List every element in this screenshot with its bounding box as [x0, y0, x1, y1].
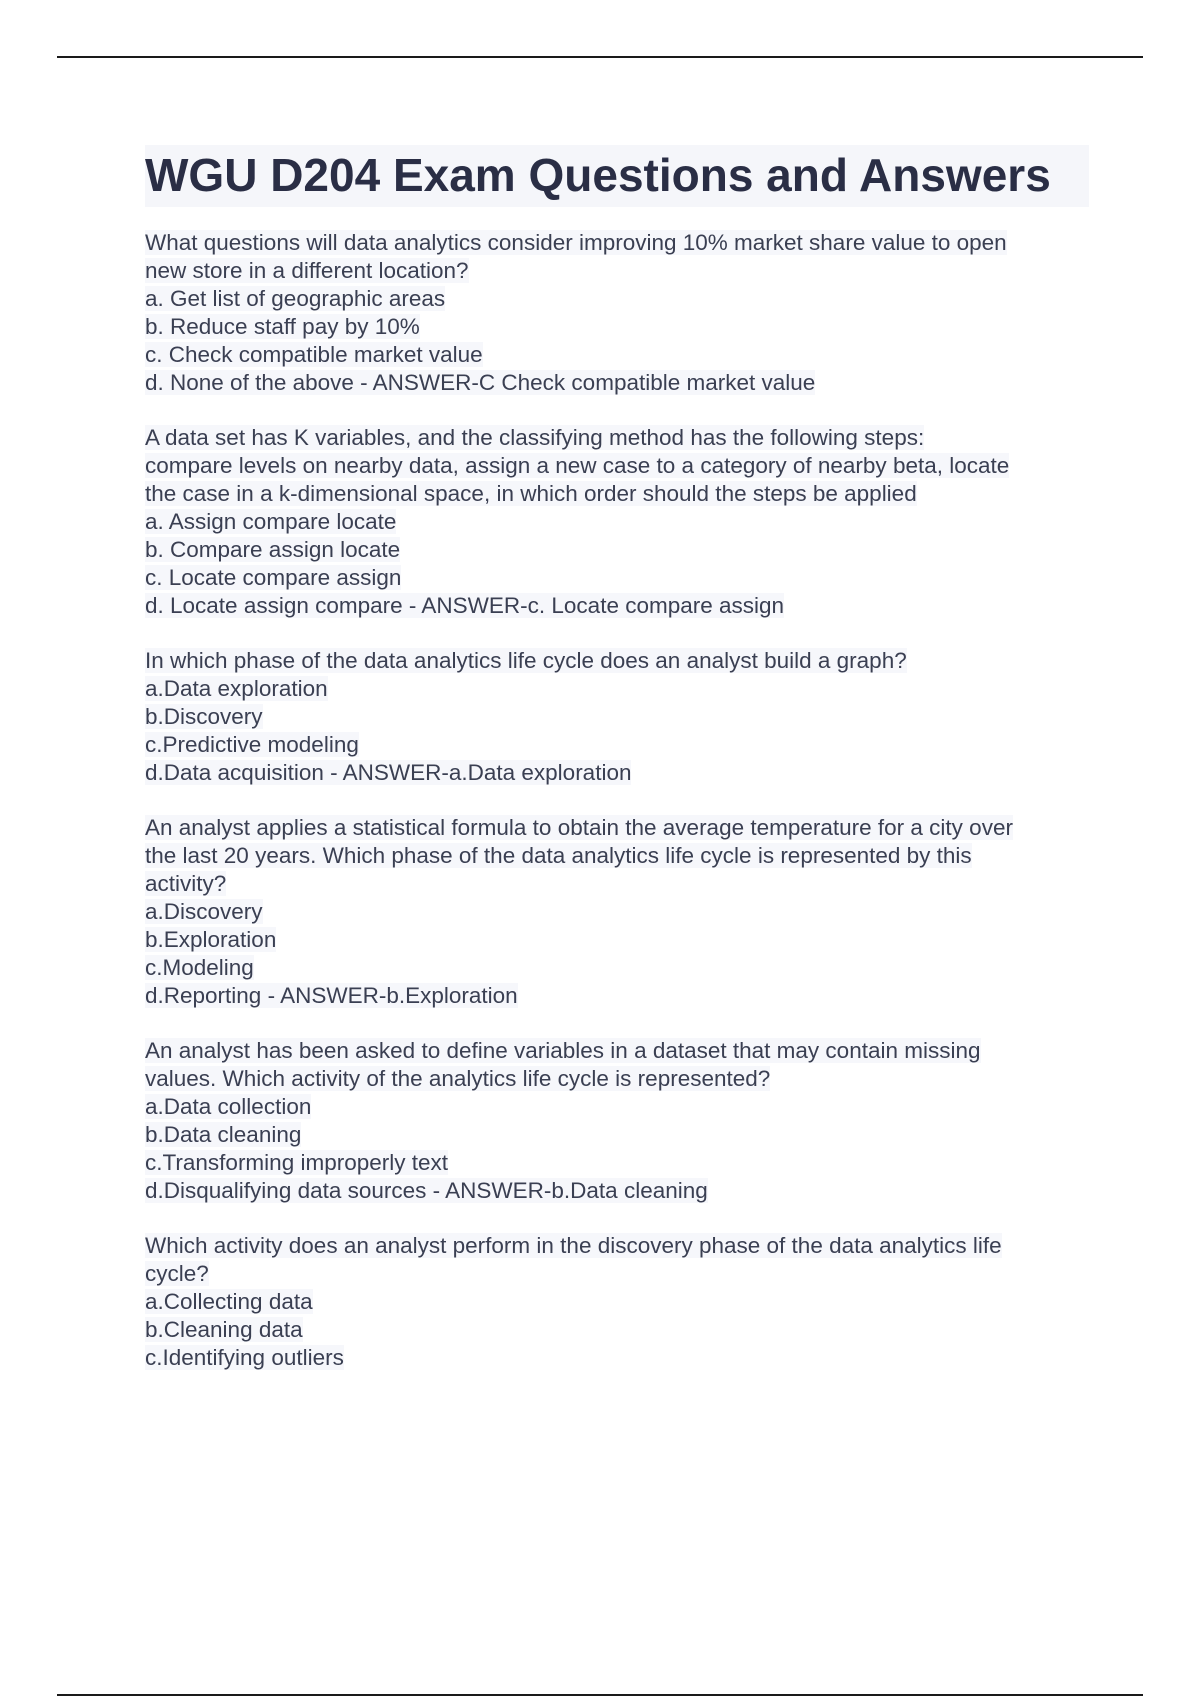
line-text: the case in a k-dimensional space, in which order should the steps be applied: [145, 481, 917, 506]
question-block: [145, 229, 1089, 397]
answer-line: [145, 592, 1089, 620]
question-line: [145, 452, 1089, 480]
line-text: a. Assign compare locate: [145, 509, 397, 534]
question-line: [145, 313, 1089, 341]
line-text: compare levels on nearby data, assign a new case to a category of nearby beta, locate: [145, 453, 1010, 478]
title-banner: [145, 145, 1089, 207]
question-line: [145, 341, 1089, 369]
line-text: An analyst has been asked to define variables in a dataset that may contain missing: [145, 1038, 981, 1063]
question-line: [145, 257, 1089, 285]
question-line: [145, 1316, 1089, 1344]
line-text: d.Disqualifying data sources - ANSWER-b.Data cleaning: [145, 1178, 708, 1203]
line-text: b.Discovery: [145, 704, 263, 729]
question-line: [145, 424, 1089, 452]
question-line: [145, 842, 1089, 870]
line-text: Which activity does an analyst perform in the discovery phase of the data analytics life: [145, 1233, 1002, 1258]
line-text: activity?: [145, 871, 227, 896]
question-line: [145, 814, 1089, 842]
line-text: c.Transforming improperly text: [145, 1150, 449, 1175]
question-line: [145, 564, 1089, 592]
question-line: [145, 508, 1089, 536]
question-line: [145, 954, 1089, 982]
question-line: [145, 898, 1089, 926]
line-text: b. Reduce staff pay by 10%: [145, 314, 420, 339]
question-line: [145, 926, 1089, 954]
line-text: What questions will data analytics consider improving 10% market share value to open: [145, 230, 1007, 255]
question-line: [145, 731, 1089, 759]
question-line: [145, 870, 1089, 898]
line-text: b.Data cleaning: [145, 1122, 302, 1147]
question-line: [145, 1260, 1089, 1288]
question-line: [145, 703, 1089, 731]
line-text: c. Locate compare assign: [145, 565, 402, 590]
line-text: a.Data exploration: [145, 676, 328, 701]
question-block: [145, 647, 1089, 787]
question-line: [145, 1232, 1089, 1260]
answer-line: [145, 1177, 1089, 1205]
line-text: the last 20 years. Which phase of the data analytics life cycle is represented by this: [145, 843, 972, 868]
line-text: a.Collecting data: [145, 1289, 313, 1314]
line-text: values. Which activity of the analytics life cycle is represented?: [145, 1066, 771, 1091]
question-line: [145, 1093, 1089, 1121]
line-text: d.Reporting - ANSWER-b.Exploration: [145, 983, 518, 1008]
line-text: cycle?: [145, 1261, 209, 1286]
line-text: In which phase of the data analytics life cycle does an analyst build a graph?: [145, 648, 907, 673]
line-text: b.Exploration: [145, 927, 277, 952]
line-text: new store in a different location?: [145, 258, 469, 283]
line-text: b. Compare assign locate: [145, 537, 401, 562]
line-text: a. Get list of geographic areas: [145, 286, 446, 311]
question-line: [145, 1344, 1089, 1372]
line-text: b.Cleaning data: [145, 1317, 303, 1342]
document-body: [145, 145, 1089, 1399]
question-line: [145, 229, 1089, 257]
question-line: [145, 1065, 1089, 1093]
answer-line: [145, 982, 1089, 1010]
bottom-rule: [57, 1694, 1143, 1696]
answer-line: [145, 759, 1089, 787]
question-list: [145, 229, 1089, 1372]
question-line: [145, 647, 1089, 675]
line-text: c.Modeling: [145, 955, 254, 980]
question-line: [145, 285, 1089, 313]
line-text: An analyst applies a statistical formula to obtain the average temperature for a city over: [145, 815, 1013, 840]
answer-line: [145, 369, 1089, 397]
question-block: [145, 814, 1089, 1010]
line-text: a.Data collection: [145, 1094, 312, 1119]
line-text: c. Check compatible market value: [145, 342, 483, 367]
question-block: [145, 1232, 1089, 1372]
line-text: d. None of the above - ANSWER-C Check compatible market value: [145, 370, 816, 395]
line-text: A data set has K variables, and the classifying method has the following steps:: [145, 425, 925, 450]
question-block: [145, 424, 1089, 620]
line-text: d. Locate assign compare - ANSWER-c. Locate compare assign: [145, 593, 785, 618]
line-text: d.Data acquisition - ANSWER-a.Data exploration: [145, 760, 632, 785]
question-line: [145, 536, 1089, 564]
question-line: [145, 1037, 1089, 1065]
question-line: [145, 1149, 1089, 1177]
page-title: WGU D204 Exam Questions and Answers: [145, 149, 1051, 201]
top-rule: [57, 56, 1143, 58]
question-line: [145, 675, 1089, 703]
line-text: c.Identifying outliers: [145, 1345, 344, 1370]
line-text: c.Predictive modeling: [145, 732, 359, 757]
question-line: [145, 480, 1089, 508]
question-line: [145, 1121, 1089, 1149]
question-line: [145, 1288, 1089, 1316]
question-block: [145, 1037, 1089, 1205]
line-text: a.Discovery: [145, 899, 263, 924]
